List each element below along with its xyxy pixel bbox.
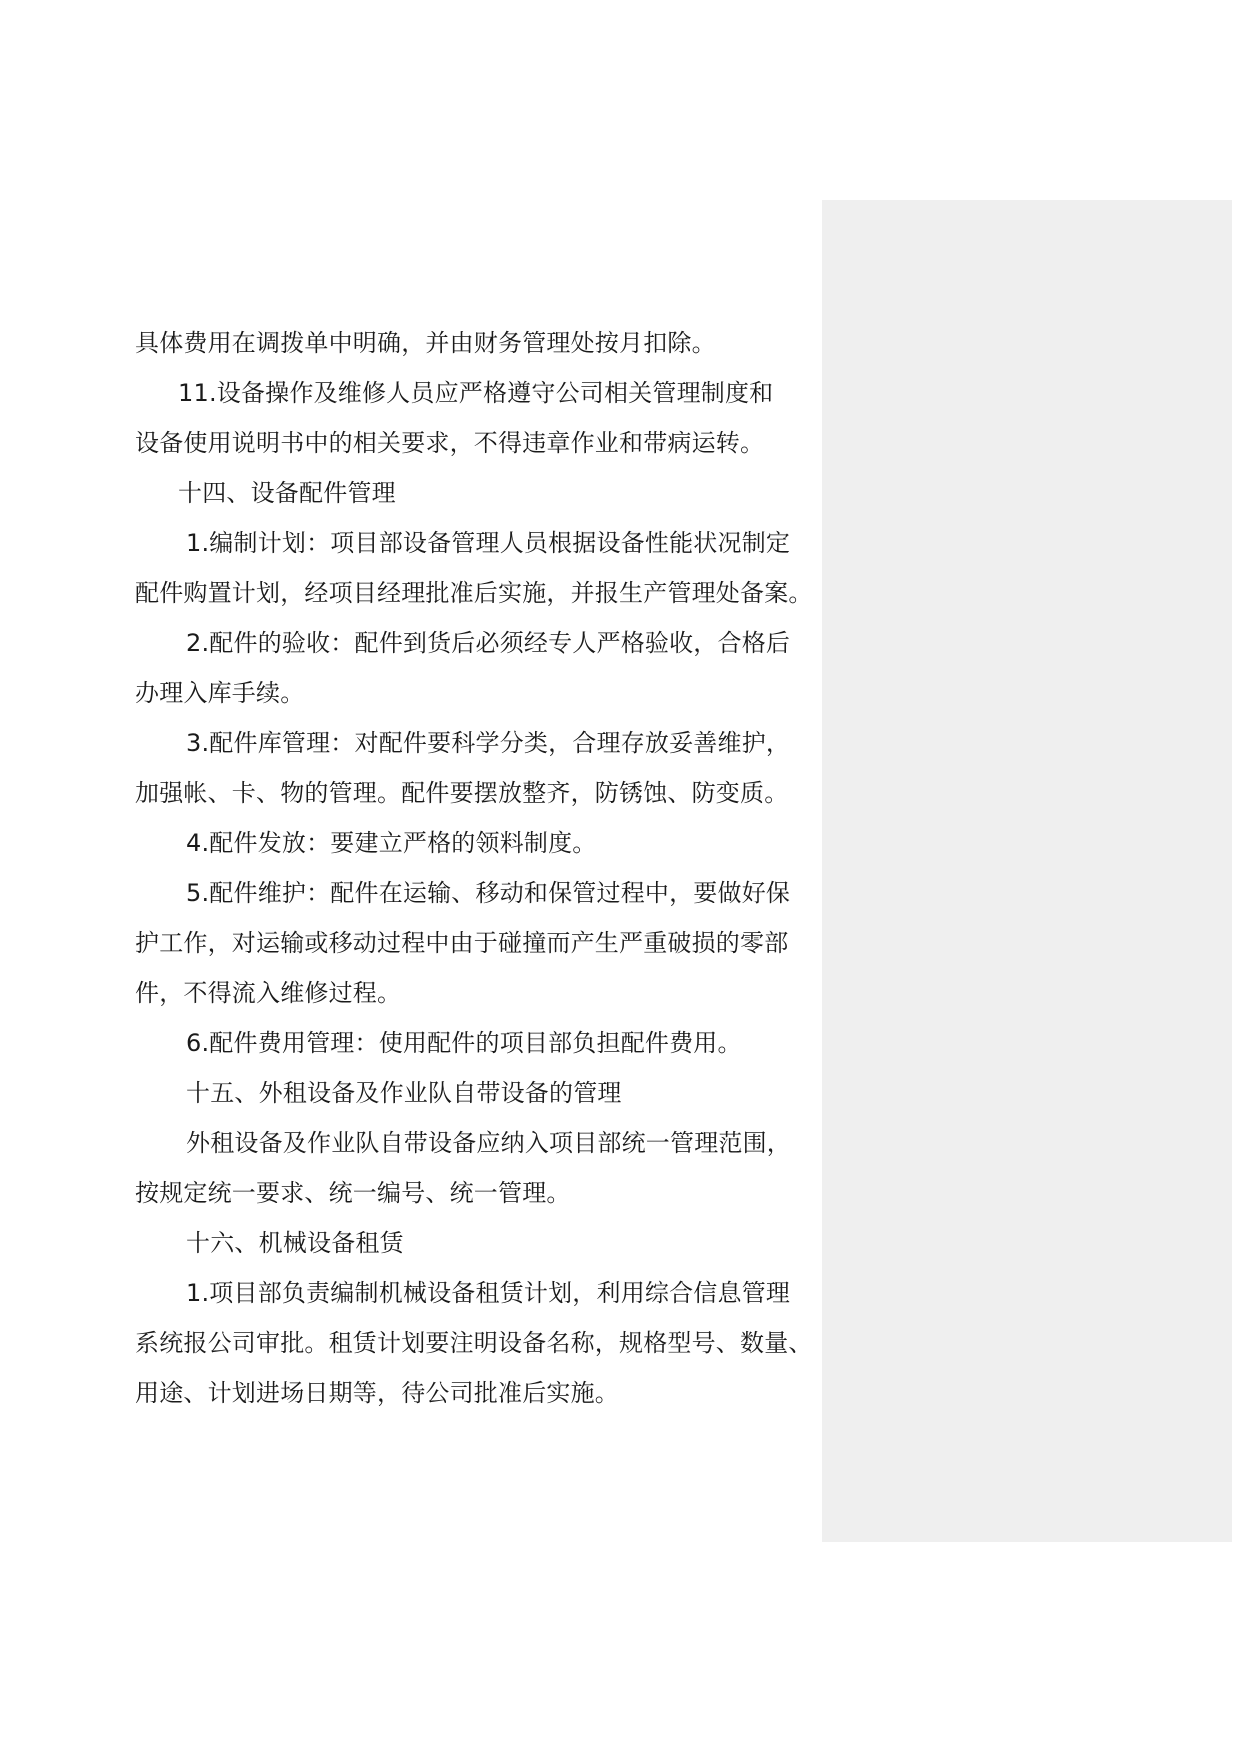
section-heading: 十五、外租设备及作业队自带设备的管理	[186, 1079, 622, 1107]
paragraph-line: 护工作，对运输或移动过程中由于碰撞而产生严重破损的零部	[135, 929, 789, 957]
comment-pane	[822, 200, 1232, 1542]
paragraph-line: 加强帐、卡、物的管理。配件要摆放整齐，防锈蚀、防变质。	[135, 779, 789, 807]
paragraph-line: 4.配件发放：要建立严格的领料制度。	[186, 829, 597, 857]
paragraph-line: 1.项目部负责编制机械设备租赁计划，利用综合信息管理	[186, 1279, 791, 1307]
paragraph-line: 用途、计划进场日期等，待公司批准后实施。	[135, 1379, 619, 1407]
paragraph-line: 外租设备及作业队自带设备应纳入项目部统一管理范围，	[186, 1129, 791, 1157]
section-heading: 十四、设备配件管理	[178, 479, 396, 507]
paragraph-line: 5.配件维护：配件在运输、移动和保管过程中，要做好保	[186, 879, 791, 907]
paragraph-line: 件，不得流入维修过程。	[135, 979, 402, 1007]
document-body	[135, 318, 825, 1418]
paragraph-line: 1.编制计划：项目部设备管理人员根据设备性能状况制定	[186, 529, 791, 557]
paragraph-line: 11.设备操作及维修人员应严格遵守公司相关管理制度和	[178, 379, 774, 407]
paragraph-line: 系统报公司审批。租赁计划要注明设备名称，规格型号、数量、	[135, 1329, 813, 1357]
paragraph-line: 6.配件费用管理：使用配件的项目部负担配件费用。	[186, 1029, 742, 1057]
section-heading: 十六、机械设备租赁	[186, 1229, 404, 1257]
paragraph-line: 具体费用在调拨单中明确，并由财务管理处按月扣除。	[135, 329, 716, 357]
paragraph-line: 配件购置计划，经项目经理批准后实施，并报生产管理处备案。	[135, 579, 813, 607]
paragraph-line: 办理入库手续。	[135, 679, 305, 707]
paragraph-line: 2.配件的验收：配件到货后必须经专人严格验收，合格后	[186, 629, 791, 657]
paragraph-line: 3.配件库管理：对配件要科学分类，合理存放妥善维护，	[186, 729, 791, 757]
paragraph-line: 设备使用说明书中的相关要求，不得违章作业和带病运转。	[135, 429, 765, 457]
paragraph-line: 按规定统一要求、统一编号、统一管理。	[135, 1179, 571, 1207]
